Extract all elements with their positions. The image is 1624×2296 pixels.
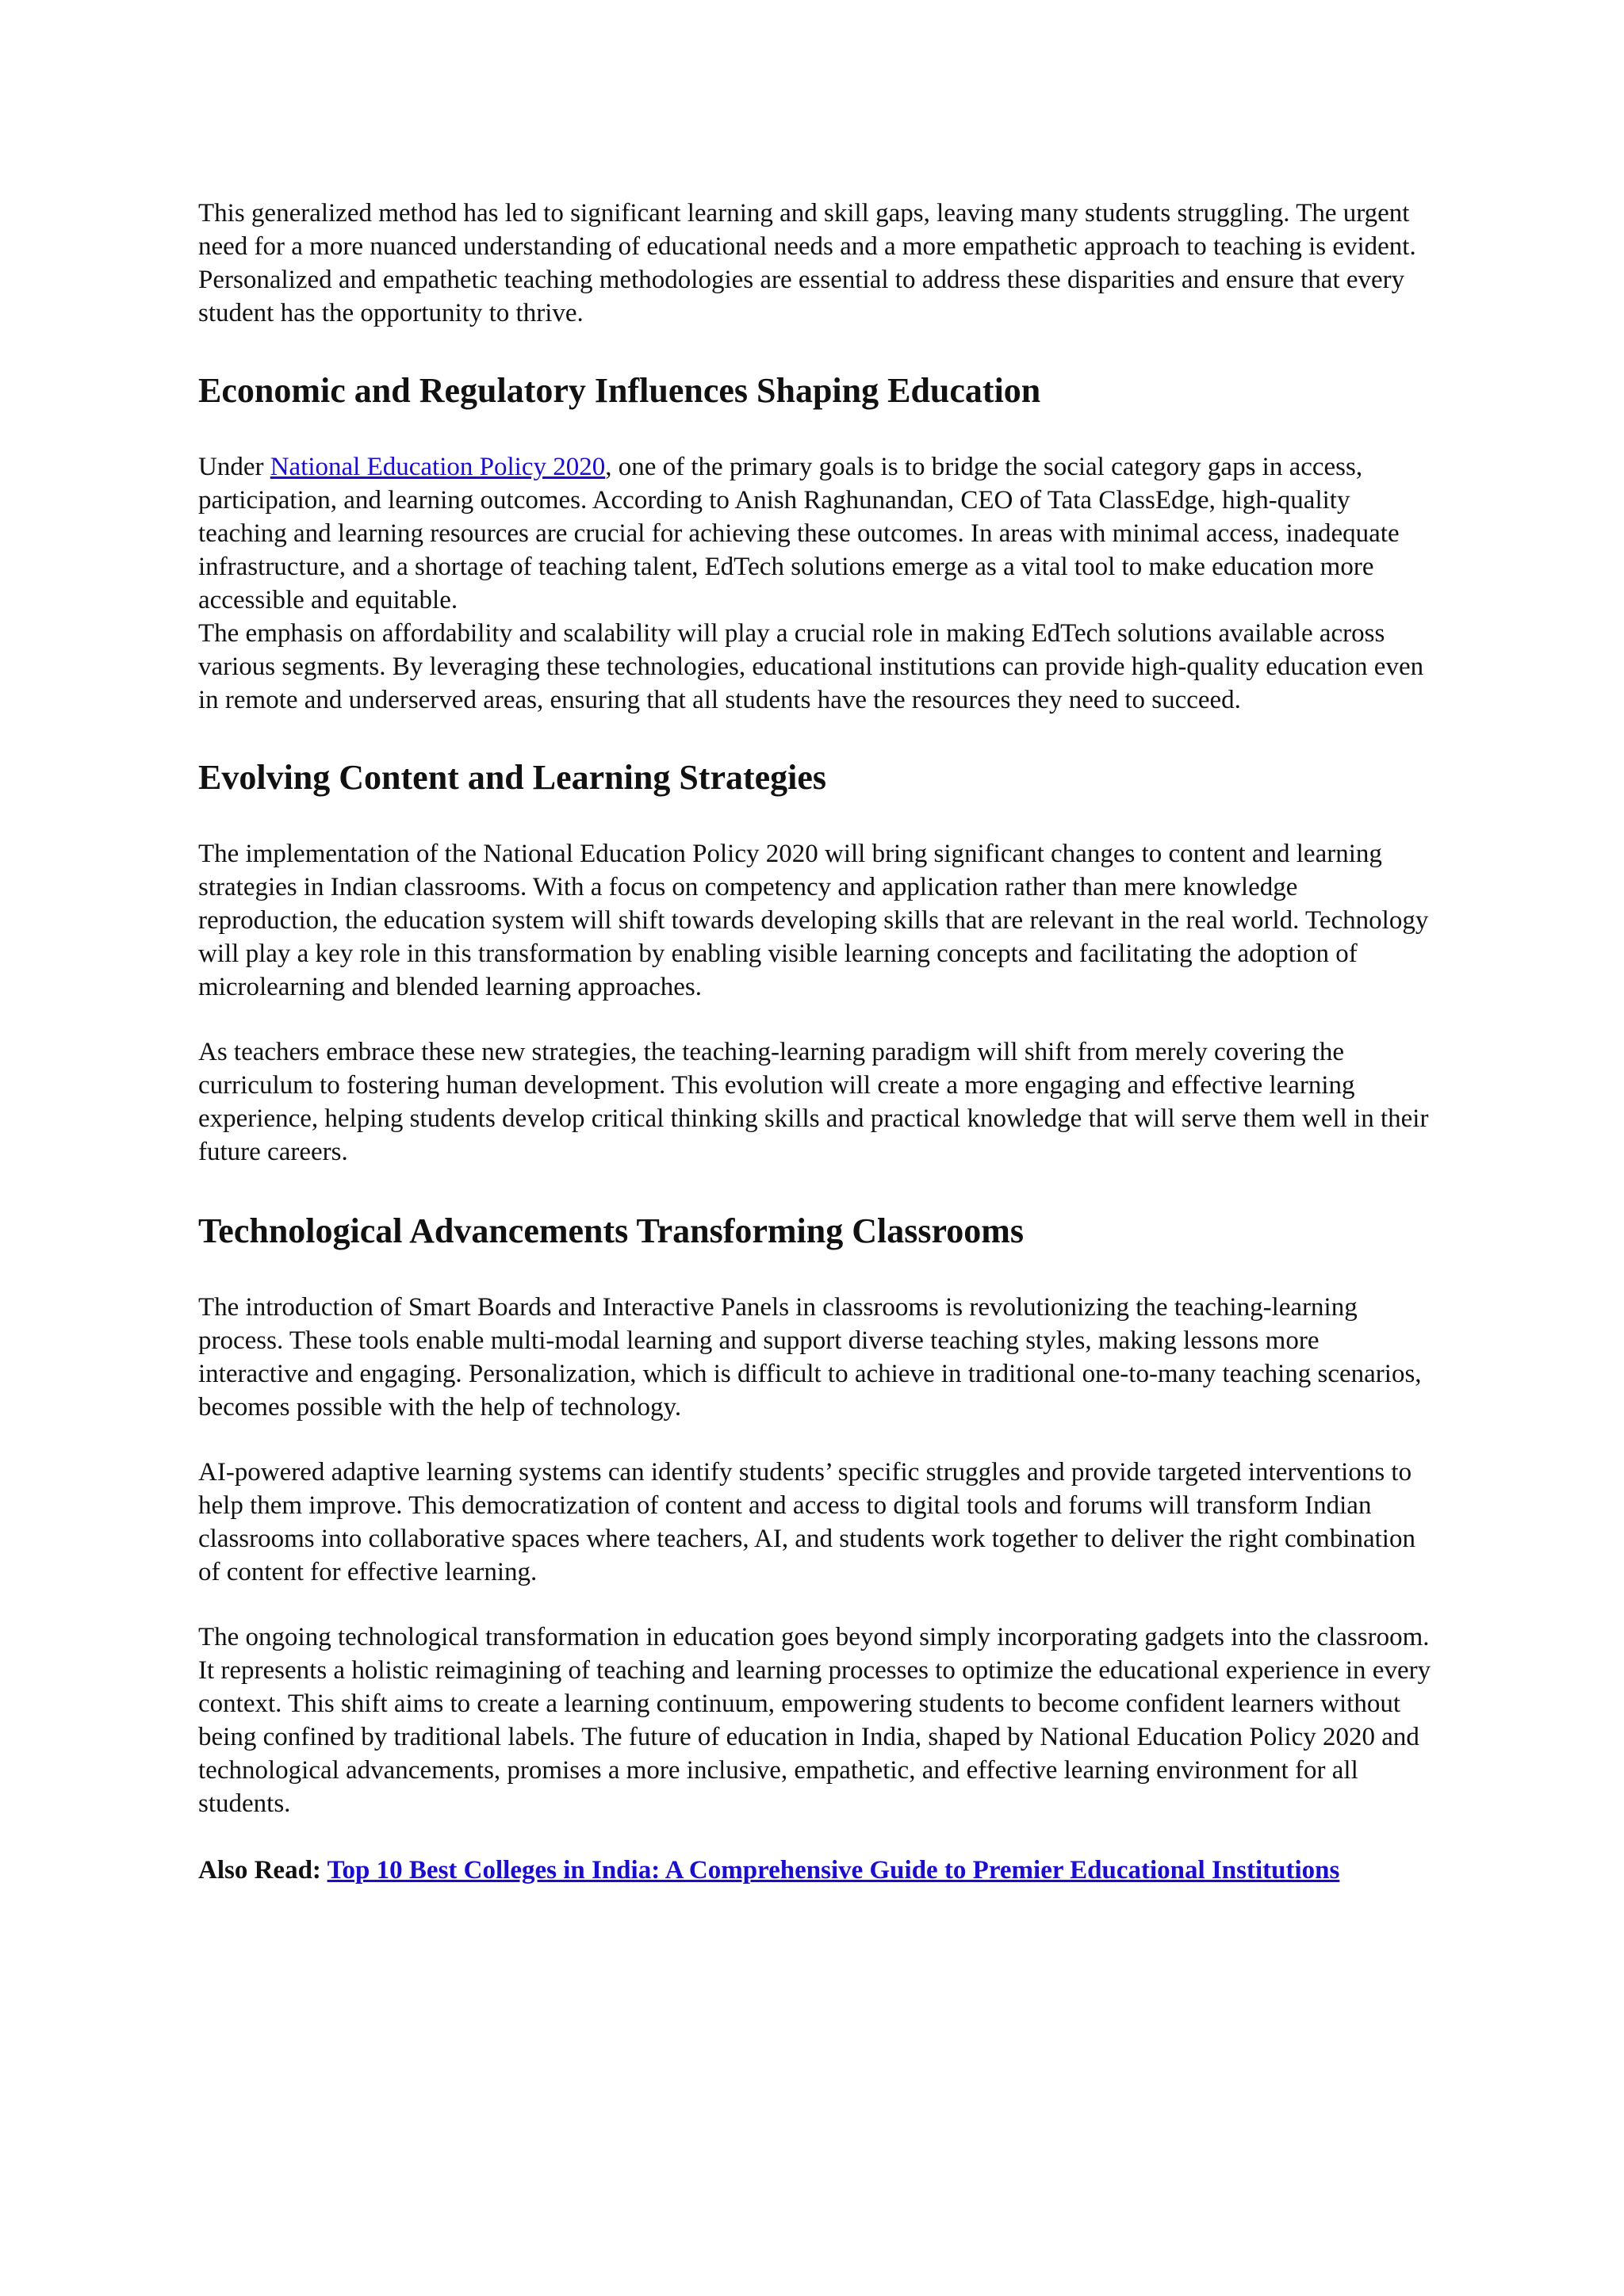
economic-paragraph-1: [198, 450, 1435, 617]
tech-paragraph-1: The introduction of Smart Boards and Interactive Panels in classrooms is revolutionizing the teaching-learning process. These tools enable multi-modal learning and support diverse teaching styles, making lessons more interactive and engaging. Personalization, which is difficult to achieve in traditional one-to-many teaching scenarios, becomes possible with the help of technology.: [198, 1293, 1422, 1422]
economic-paragraph-2: The emphasis on affordability and scalability will play a crucial role in making EdTech solutions available across various segments. By leveraging these technologies, educational institutions can provide high-quality education even in remote and underserved areas, ensuring that all students have the resources they need to succeed.: [198, 619, 1424, 714]
tech-paragraph-2: AI-powered adaptive learning systems can identify students’ specific struggles and provide targeted interventions to help them improve. This democratization of content and access to digital tools and forums will transform Indian classrooms into collaborative spaces where teachers, AI, and students work together to deliver the right combination of content for effective learning.: [198, 1458, 1415, 1586]
heading-evolving-content: Evolving Content and Learning Strategies: [198, 758, 827, 797]
economic-p1-prefix: Under: [198, 453, 270, 481]
tech-paragraph-3: The ongoing technological transformation in education goes beyond simply incorporating gadgets into the classroom. It represents a holistic reimagining of teaching and learning processes to optimize the educational experience in every context. This shift aims to create a learning continuum, empowering students to become confident learners without being confined by traditional labels. The future of education in India, shaped by National Education Policy 2020 and technological advancements, promises a more inclusive, empathetic, and effective learning environment for all students.: [198, 1623, 1431, 1818]
also-read-label: Also Read:: [198, 1856, 327, 1885]
document-page: [198, 197, 1435, 1887]
heading-economic-regulatory: Economic and Regulatory Influences Shaping Education: [198, 371, 1041, 410]
heading-technological-advancements: Technological Advancements Transforming Classrooms: [198, 1211, 1024, 1250]
content-paragraph-1: The implementation of the National Education Policy 2020 will bring significant changes to content and learning strategies in Indian classrooms. With a focus on competency and application rather than mere knowledge reproduction, the education system will shift towards developing skills that are relevant in the real world. Technology will play a key role in this transformation by enabling visible learning concepts and facilitating the adoption of microlearning and blended learning approaches.: [198, 840, 1429, 1001]
also-read: [198, 1854, 1435, 1887]
economic-p1-suffix: , one of the primary goals is to bridge the social category gaps in access, participation, and learning outcomes. According to Anish Raghunandan, CEO of Tata ClassEdge, high-quality teaching and learning resources are crucial for achieving these outcomes. In areas with minimal access, inadequate infrastructure, and a shortage of teaching talent, EdTech solutions emerge as a vital tool to make education more accessible and equitable.: [198, 453, 1400, 614]
top-colleges-link[interactable]: Top 10 Best Colleges in India: A Comprehensive Guide to Premier Educational Institutions: [327, 1856, 1340, 1885]
content-paragraph-2: As teachers embrace these new strategies, the teaching-learning paradigm will shift from merely covering the curriculum to fostering human development. This evolution will create a more engaging and effective learning experience, helping students develop critical thinking skills and practical knowledge that will serve them well in their future careers.: [198, 1038, 1429, 1166]
nep-2020-link[interactable]: National Education Policy 2020: [270, 453, 606, 481]
intro-paragraph: This generalized method has led to significant learning and skill gaps, leaving many students struggling. The urgent need for a more nuanced understanding of educational needs and a more empathetic approach to teaching is evident. Personalized and empathetic teaching methodologies are essential to address these disparities and ensure that every student has the opportunity to thrive.: [198, 199, 1416, 327]
